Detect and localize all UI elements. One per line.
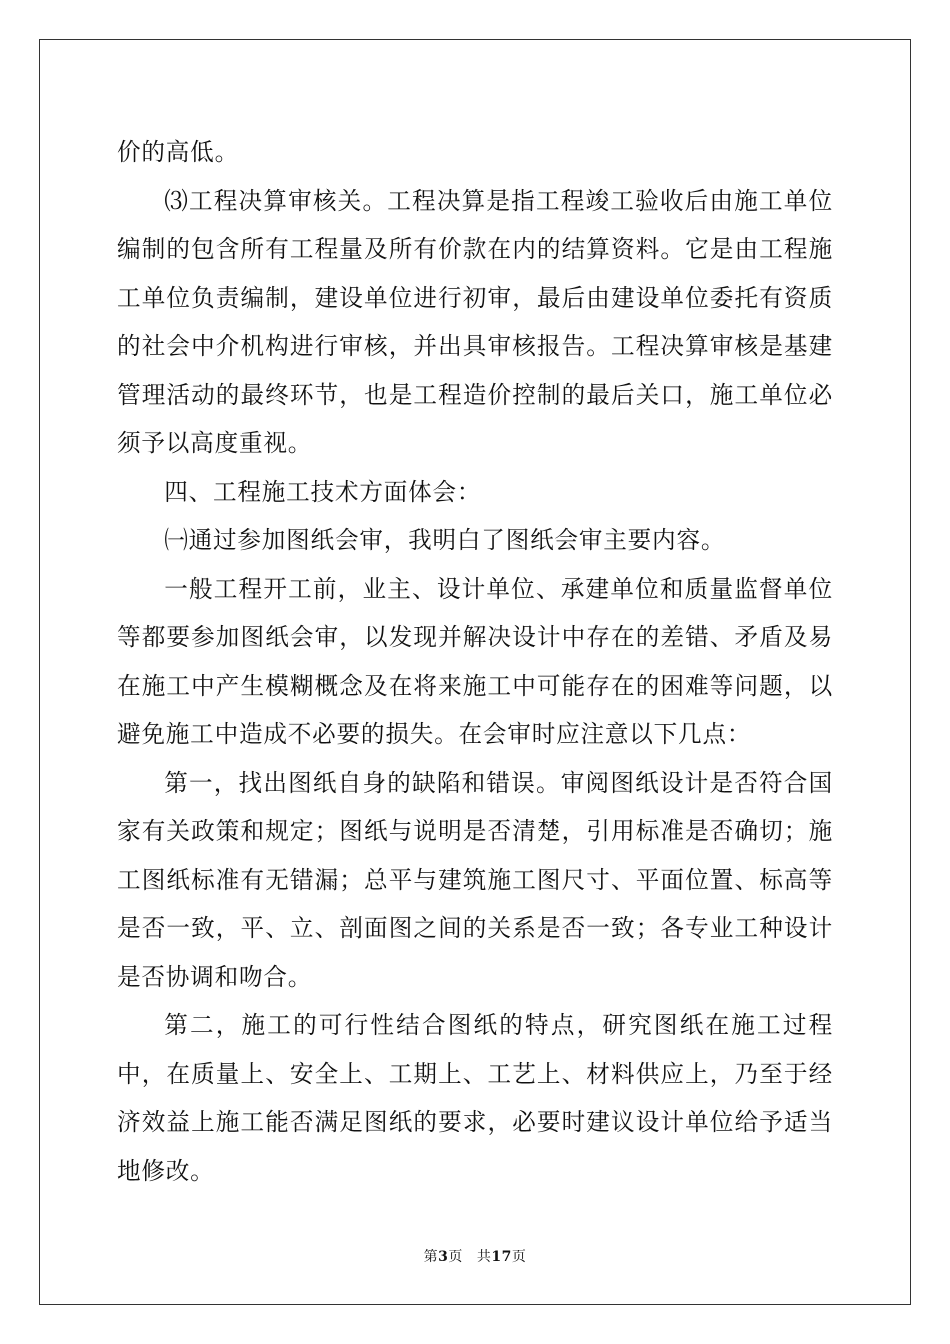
paragraph-6: 第一，找出图纸自身的缺陷和错误。审阅图纸设计是否符合国家有关政策和规定；图纸与说明是否清楚，引用标准是否确切；施工图纸标准有无错漏；总平与建筑施工图尺寸、平面位置、标高等是否一致，平、立、剖面图之间的关系是否一致；各专业工种设计是否协调和吻合。 — [117, 768, 833, 991]
paragraph-1: 价的高低。 — [117, 138, 239, 166]
total-pages: 17 — [491, 1249, 512, 1265]
page-number: 3 — [438, 1249, 449, 1265]
total-suffix: 页 — [511, 1249, 527, 1265]
document-body — [117, 128, 833, 1195]
page-prefix: 第 — [423, 1249, 439, 1265]
paragraph-7: 第二，施工的可行性结合图纸的特点，研究图纸在施工过程中，在质量上、安全上、工期上、工艺上、材料供应上，乃至于经济效益上施工能否满足图纸的要求，必要时建议设计单位给予适当地修改。 — [117, 1011, 833, 1185]
paragraph-2: ⑶工程决算审核关。工程决算是指工程竣工验收后由施工单位编制的包含所有工程量及所有价款在内的结算资料。它是由工程施工单位负责编制，建设单位进行初审，最后由建设单位委托有资质的社会中介机构进行审核，并出具审核报告。工程决算审核是基建管理活动的最终环节，也是工程造价控制的最后关口，施工单位必须予以高度重视。 — [117, 186, 833, 457]
total-prefix: 共 — [476, 1249, 492, 1265]
page-footer — [0, 1246, 950, 1266]
section-heading: 四、工程施工技术方面体会： — [164, 477, 482, 506]
page-suffix: 页 — [448, 1249, 463, 1265]
paragraph-5: 一般工程开工前，业主、设计单位、承建单位和质量监督单位等都要参加图纸会审，以发现并解决设计中存在的差错、矛盾及易在施工中产生模糊概念及在将来施工中可能存在的困难等问题，以避免施工中造成不必要的损失。在会审时应注意以下几点： — [117, 574, 833, 748]
paragraph-4: ㈠通过参加图纸会审，我明白了图纸会审主要内容。 — [164, 526, 726, 554]
